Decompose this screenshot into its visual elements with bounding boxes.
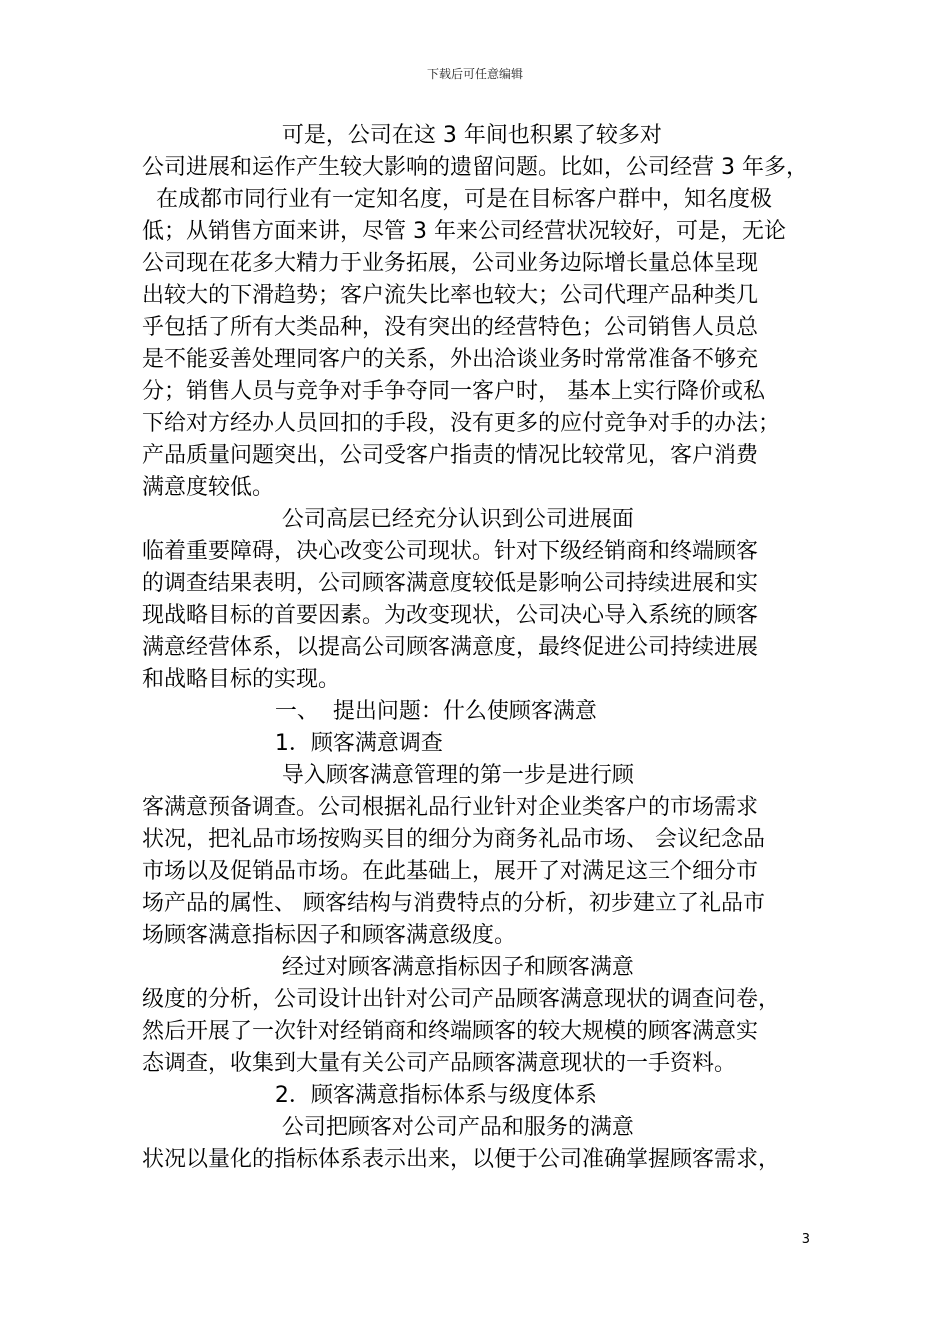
text-line: 的调查结果表明，公司顾客满意度较低是影响公司持续进展和实 <box>142 571 759 596</box>
subsection-heading: 1．顾客满意调查 <box>142 731 443 756</box>
text-line: 公司把顾客对公司产品和服务的满意 <box>142 1115 634 1140</box>
text-line: 满意度较低。 <box>142 475 275 500</box>
text-line: 临着重要障碍，决心改变公司现状。针对下级经销商和终端顾客 <box>142 539 759 564</box>
text-line: 满意经营体系，以提高公司顾客满意度，最终促进公司持续进展 <box>142 635 759 660</box>
text-line: 场顾客满意指标因子和顾客满意级度。 <box>142 923 517 948</box>
page-number: 3 <box>801 1232 810 1247</box>
body-text <box>142 120 822 1176</box>
text-line: 可是，公司在这 3 年间也积累了较多对 <box>142 123 662 148</box>
text-line: 乎包括了所有大类品种，没有突出的经营特色；公司销售人员总 <box>142 315 759 340</box>
text-line: 公司现在花多大精力于业务拓展，公司业务边际增长量总体呈现 <box>142 251 759 276</box>
text-line: 出较大的下滑趋势；客户流失比率也较大；公司代理产品种类几 <box>142 283 759 308</box>
text-line: 经过对顾客满意指标因子和顾客满意 <box>142 955 634 980</box>
text-line: 公司高层已经充分认识到公司进展面 <box>142 507 634 532</box>
text-line: 市场以及促销品市场。在此基础上，展开了对满足这三个细分市 <box>142 859 759 884</box>
text-line: 低；从销售方面来讲，尽管 3 年来公司经营状况较好，可是，无论 <box>142 219 786 244</box>
section-heading: 一、 提出问题：什么使顾客满意 <box>142 699 597 724</box>
text-line: 客满意预备调查。公司根据礼品行业针对企业类客户的市场需求 <box>142 795 759 820</box>
text-line: 公司进展和运作产生较大影响的遗留问题。比如，公司经营 3 年多， <box>142 155 808 180</box>
text-line: 分；销售人员与竞争对手争夺同一客户时， 基本上实行降价或私 <box>142 379 765 404</box>
text-line: 下给对方经办人员回扣的手段，没有更多的应付竞争对手的办法； <box>142 411 781 436</box>
page-header: 下载后可任意编辑 <box>426 67 523 81</box>
text-line: 产品质量问题突出，公司受客户指责的情况比较常见，客户消费 <box>142 443 759 468</box>
subsection-heading: 2．顾客满意指标体系与级度体系 <box>142 1083 597 1108</box>
text-line: 状况，把礼品市场按购买目的细分为商务礼品市场、 会议纪念品 <box>142 827 765 852</box>
text-line: 然后开展了一次针对经销商和终端顾客的较大规模的顾客满意实 <box>142 1019 759 1044</box>
text-line: 态调查，收集到大量有关公司产品顾客满意现状的一手资料。 <box>142 1051 737 1076</box>
text-line: 级度的分析，公司设计出针对公司产品顾客满意现状的调查问卷， <box>142 987 781 1012</box>
text-line: 场产品的属性、 顾客结构与消费特点的分析，初步建立了礼品市 <box>142 891 765 916</box>
text-line: 导入顾客满意管理的第一步是进行顾 <box>142 763 634 788</box>
text-line: 是不能妥善处理同客户的关系，外出洽谈业务时常常准备不够充 <box>142 347 759 372</box>
text-line: 和战略目标的实现。 <box>142 667 341 692</box>
text-line: 在成都市同行业有一定知名度，可是在目标客户群中，知名度极 <box>142 187 772 212</box>
text-line: 现战略目标的首要因素。为改变现状，公司决心导入系统的顾客 <box>142 603 759 628</box>
text-line: 状况以量化的指标体系表示出来，以便于公司准确掌握顾客需求， <box>142 1147 781 1172</box>
